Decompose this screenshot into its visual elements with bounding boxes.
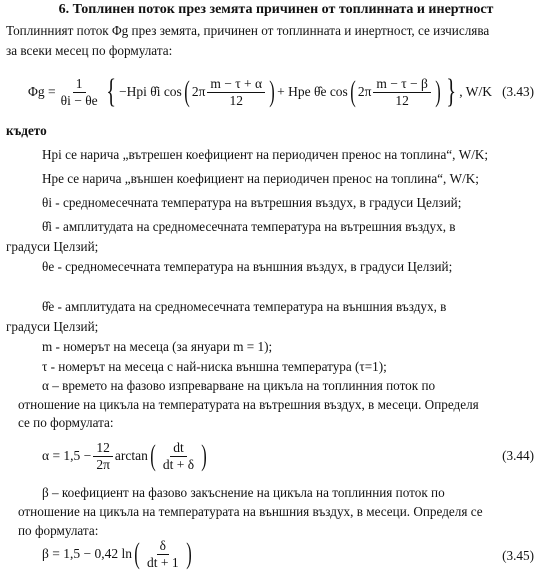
eq345-arg (144, 539, 182, 570)
right-paren: ) (185, 537, 192, 570)
right-paren: ) (269, 75, 275, 108)
eq343-lhs: Φg = (28, 84, 56, 99)
def-theta-e-hat-1: θ̂e - амплитудата на средномесечната температура на външния въздух, в (42, 299, 447, 314)
left-brace: { (105, 73, 116, 110)
eq343-term1: −Hpi θ̂i cos (118, 84, 182, 99)
eq343-inner1 (207, 77, 265, 108)
eq343-frac-den: θi − θe (60, 92, 98, 108)
eq344-frac-den: 2π (96, 456, 110, 472)
eq343-number: (3.43) (502, 84, 534, 99)
section-title: 6. Топлинен поток през земята причинен от топлинната и инертност (58, 2, 494, 17)
eq343-inner1-num: m − τ + α (207, 77, 265, 93)
def-theta-e-hat-2: градуси Целзий; (6, 319, 99, 334)
left-paren: ( (150, 439, 156, 472)
def-hpe: Hpe се нарича „външен коефициент на периодичен пренос на топлина“, W/K; (42, 171, 479, 186)
eq345-lhs: β = 1,5 − 0,42 ln (42, 546, 132, 561)
eq343-inner2-num: m − τ − β (373, 77, 431, 93)
left-paren: ( (350, 75, 356, 108)
def-alpha-3: се по формулата: (18, 415, 114, 430)
def-theta-i-hat-1: θ̂i - амплитудата на средномесечната температура на вътрешния въздух, в (42, 219, 456, 234)
right-paren: ) (201, 439, 207, 472)
equation-3-45 (42, 532, 194, 576)
intro-line-1: Топлинният поток Φg през земята, причинен от топлинната и инертност, се изчислява (6, 23, 490, 38)
def-theta-e: θe - средномесечната температура на външния въздух, в градуси Целзий; (42, 259, 453, 274)
eq343-inner2-pre: 2π (357, 84, 372, 99)
eq344-arg-den: dt + δ (162, 456, 195, 472)
def-beta-1: β – коефициент на фазово закъснение на цикъла на топлинния поток по (42, 485, 445, 500)
left-paren: ( (184, 75, 190, 108)
eq343-unit: , W/K (459, 84, 492, 99)
eq344-func: arctan (114, 448, 148, 463)
def-theta-i-hat-2: градуси Целзий; (6, 239, 99, 254)
eq345-arg-num: δ (157, 539, 169, 555)
eq343-inner2-den: 12 (395, 92, 409, 108)
def-beta-3: по формулата: (18, 523, 99, 538)
def-beta-2: отношение на цикъла на температурата на външния въздух, в месеци. Определя се (18, 504, 483, 519)
right-brace: } (446, 73, 456, 110)
def-hpi: Hpi се нарича „вътрешен коефициент на периодичен пренос на топлина“, W/K; (42, 147, 489, 162)
eq344-arg-num: dt (170, 441, 187, 457)
def-alpha-1: α – времето на фазово изпреварване на цикъла на топлинния поток по (42, 378, 436, 393)
where-label: където (6, 123, 47, 138)
def-theta-i: θi - средномесечната температура на вътрешния въздух, в градуси Целзий; (42, 195, 462, 210)
def-alpha-2: отношение на цикъла на температурата на вътрешния въздух, в месеци. Определя (18, 397, 479, 412)
def-m: m - номерът на месеца (за януари m = 1); (42, 339, 273, 354)
equation-3-44 (42, 434, 209, 478)
equation-3-43 (28, 70, 492, 114)
intro-line-2: за всеки месец по формулата: (6, 43, 173, 58)
eq344-lhs: α = 1,5 − (42, 448, 92, 463)
eq345-arg-den: dt + 1 (146, 554, 179, 570)
def-tau: τ - номерът на месеца с най-ниска външна температура (τ=1); (42, 359, 387, 374)
eq343-frac-num: 1 (73, 77, 86, 93)
eq344-arg (160, 441, 197, 472)
eq344-frac-num: 12 (93, 441, 113, 457)
eq343-inner1-den: 12 (229, 92, 243, 108)
eq343-term2: + Hpe θ̂e cos (277, 84, 348, 99)
eq344-fraction (93, 441, 113, 472)
eq343-inner2 (373, 77, 431, 108)
left-paren: ( (134, 537, 140, 570)
right-paren: ) (435, 75, 441, 108)
eq343-fraction (58, 77, 101, 108)
eq345-number: (3.45) (502, 548, 534, 563)
eq344-number: (3.44) (502, 448, 534, 463)
eq343-inner1-pre: 2π (191, 84, 206, 99)
